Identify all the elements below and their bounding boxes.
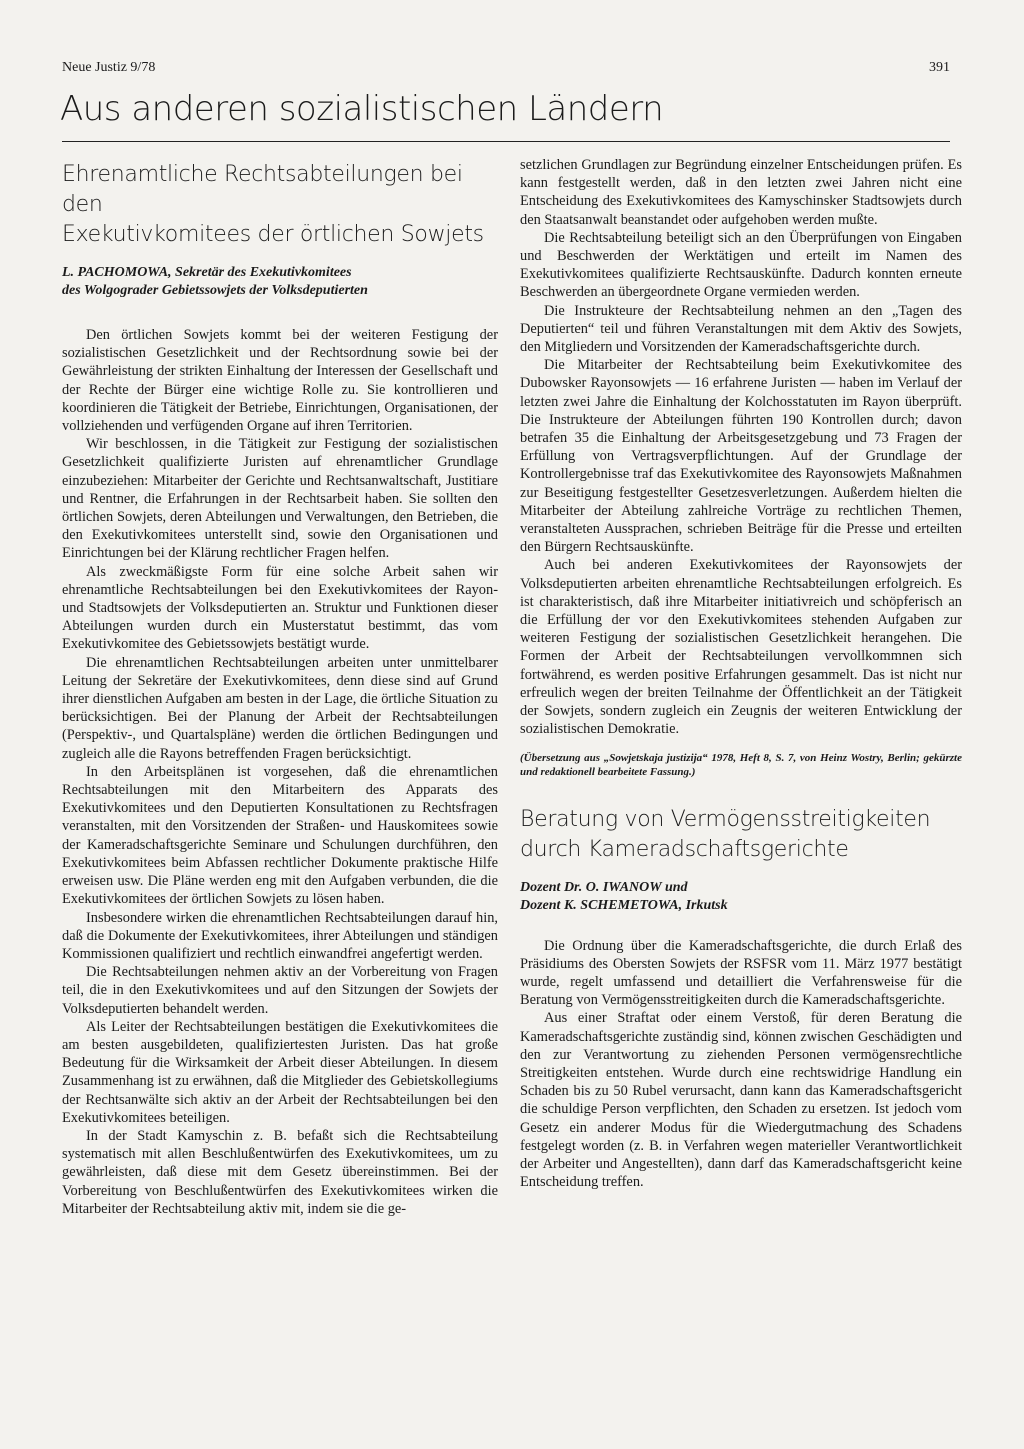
paragraph: Als Leiter der Rechtsabteilungen bestätigen die Exekutivkomitees die am besten ausgebildeten, qualifiziertesten Juristen. Das hat große Bedeutung für die Wirksamkeit der Arbeit dieser Abteilungen. In diesem Zusammenhang ist zu erwähnen, daß die Mitglieder des Gebietskollegiums der Rechtsanwälte sich aktiv an der Arbeit der Rechtsabteilungen bei den Exekutivkomitees beteiligen. [62, 1018, 498, 1126]
journal-issue: Neue Justiz 9/78 [62, 60, 156, 75]
paragraph: Die ehrenamtlichen Rechtsabteilungen arbeiten unter unmittelbarer Leitung der Sekretäre der Exekutivkomitees, denn diese sind auf Grund ihrer dienstlichen Aufgaben am besten in der Lage, die örtliche Situation zu berücksichtigen. Bei der Planung der Arbeit der Rechtsabteilungen (Perspektiv-, und Quartalspläne) werden die örtlichen Bedingungen und zugleich alle die Rayons betreffenden Fragen berücksichtigt. [62, 654, 498, 762]
article-1-author-line: des Wolgograder Gebietssowjets der Volksdeputierten [62, 283, 368, 298]
translation-note: (Übersetzung aus „Sowjetskaja justizija“ 1978, Heft 8, S. 7, von Heinz Wostry, Berlin; gekürzte und redaktionell bearbeitete Fassung.) [520, 751, 962, 778]
paragraph: Aus einer Straftat oder einem Verstoß, für deren Beratung die Kameradschaftsgerichte zuständig sind, können zwischen Geschädigten und den zur Verantwortung zu ziehenden Personen vermögensrechtliche Streitigkeiten entstehen. Wurde durch eine rechtswidrige Handlung ein Schaden bis zu 50 Rubel verursacht, dann kann das Kameradschaftsgericht die schuldige Person verpflichten, den Schaden zu ersetzen. Ist jedoch vom Gesetz ein anderer Modus für die Wiedergutmachung des Schadens festgelegt worden (z. B. in Verfahren wegen materieller Verantwortlichkeit der Arbeiter und Angestellten), dann darf das Kameradschaftsgericht keine Entscheidung treffen. [520, 1010, 962, 1191]
paragraph: Wir beschlossen, in die Tätigkeit zur Festigung der sozialistischen Gesetzlichkeit qualifizierte Juristen auf ehrenamtlicher Grundlage einzubeziehen: Mitarbeiter der Gerichte und Rechtsanwaltschaft, Justitiare und Rentner, die Erfahrungen in der Rechtsarbeit haben. Sie sollten den örtlichen Sowjets, deren Abteilungen und Verwaltungen, den Betrieben, die den Exekutivkomitees unterstellt sind, sowie den Organisationen und Einrichtungen bei der Klärung rechtlicher Fragen helfen. [62, 436, 498, 562]
article-2-title-line: Beratung von Vermögensstreitigkeiten [520, 806, 931, 832]
page-number: 391 [929, 60, 950, 75]
article-2-author-line: Dozent Dr. O. IWANOW und [520, 879, 688, 895]
section-title: Aus anderen sozialistischen Ländern [60, 89, 664, 129]
paragraph: In den Arbeitsplänen ist vorgesehen, daß die ehrenamtlichen Rechtsabteilungen mit den Mitarbeitern des Apparats des Exekutivkomitees und den Deputierten Konsultationen zu Rechtsfragen veranstalten, mit den Vorsitzenden der Straßen- und Hauskomitees sowie der Kameradschaftsgerichte Seminare und Schulungen durchführen, den Exekutivkomitees beim Abfassen rechtlicher Dokumente praktische Hilfe erweisen usw. Die Pläne werden eng mit den Aufgaben verbunden, die die Exekutivkomitees der örtlichen Sowjets zu lösen haben. [62, 763, 498, 908]
right-column [520, 156, 962, 1191]
article-2 [520, 805, 962, 1192]
paragraph: Die Ordnung über die Kameradschaftsgerichte, die durch Erlaß des Präsidiums des Obersten Sowjets der RSFSR vom 11. März 1977 bestätigt wurde, regelt umfassend und detailliert die Verfahrensweise für die Beratung von Vermögensstreitigkeiten durch die Kameradschaftsgerichte. [520, 937, 962, 1009]
paragraph: Als zweckmäßigste Form für eine solche Arbeit sahen wir ehrenamtliche Rechtsabteilungen bei den Exekutivkomitees der Rayon- und Stadtsowjets der Volksdeputierten an. Struktur und Funktionen dieser Abteilungen wurden durch ein Musterstatut bestimmt, das vom Exekutivkomitee des Gebietssowjets bestätigt wurde. [62, 563, 498, 653]
article-1-author [62, 264, 498, 300]
paragraph: Insbesondere wirken die ehrenamtlichen Rechtsabteilungen darauf hin, daß die Dokumente der Exekutivkomitees, ihrer Abteilungen und ständigen Kommissionen qualifiziert und rechtlich einwandfrei angefertigt werden. [62, 909, 498, 962]
article-2-author-line: Dozent K. SCHEMETOWA, Irkutsk [520, 897, 728, 913]
paragraph: Die Mitarbeiter der Rechtsabteilung beim Exekutivkomitee des Dubowsker Rayonsowjets — 16 erfahrene Juristen — haben im Verlauf der letzten zwei Jahre die Einhaltung der Kolchosstatuten im Rayon überprüft. Die Instrukteure der Abteilungen führten 190 Kontrollen durch; davon betrafen 35 die Einhaltung der Arbeitsgesetzgebung und 73 Fragen der Erfüllung von Vertragsverpflichtungen. Auf der Grundlage der Kontrollergebnisse traf das Exekutivkomitee des Rayonsowjets Maßnahmen zur Beseitigung festgestellter Gesetzesverletzungen. Außerdem hielten die Mitarbeiter der Abteilung zahlreiche Vorträge zu rechtlichen Themen, veranstalteten Aussprachen, schrieben Beiträge für die Presse und erteilten den Bürgern Rechtsauskünfte. [520, 357, 962, 556]
paragraph: Die Instrukteure der Rechtsabteilung nehmen an den „Tagen des Deputierten“ teil und führen Veranstaltungen mit dem Aktiv des Sowjets, den Mitgliedern und Vorsitzenden der Kameradschaftsgerichte durch. [520, 302, 962, 356]
article-1-title-line: Ehrenamtliche Rechtsabteilungen bei den [62, 162, 463, 217]
article-2-title-line: durch Kameradschaftsgerichte [520, 836, 849, 862]
paragraph: Die Rechtsabteilung beteiligt sich an den Überprüfungen von Eingaben und Beschwerden der Werktätigen und erteilt im Namen des Exekutivkomitees qualifizierte Rechtsauskünfte. Dadurch konnten erneute Beschwerden an übergeordnete Organe vermieden werden. [520, 229, 962, 301]
paragraph: Den örtlichen Sowjets kommt bei der weiteren Festigung der sozialistischen Gesetzlichkeit und der Rechtsordnung sowie bei der Gewährleistung der strikten Einhaltung der Interessen der Gesellschaft und der Rechte der Bürger eine wichtige Rolle zu. Sie kontrollieren und koordinieren die Tätigkeit der Betriebe, Einrichtungen, Organisationen, der vollziehenden und verfügenden Organe auf ihren Territorien. [62, 327, 498, 435]
article-2-title [520, 805, 962, 865]
paragraph-continuation: setzlichen Grundlagen zur Begründung einzelner Entscheidungen prüfen. Es kann festgestellt werden, daß in den letzten zwei Jahren nicht eine Entscheidung des Exekutivkomitees des Kamyschinsker Stadtsowjets durch den Staatsanwalt beanstandet oder aufgehoben werden mußte. [520, 157, 962, 228]
article-2-author [520, 879, 962, 915]
article-1-title [62, 160, 498, 250]
article-1-title-line: Exekutivkomitees der örtlichen Sowjets [62, 222, 484, 247]
section-divider [62, 141, 950, 142]
paragraph: Auch bei anderen Exekutivkomitees der Rayonsowjets der Volksdeputierten arbeiten ehrenamtliche Rechtsabteilungen erfolgreich. Es ist charakteristisch, daß ihre Mitarbeiter initiativreich und schöpferisch an die Erfüllung der vor den Exekutivkomitees stehenden Aufgaben zur weiteren Festigung der sozialistischen Gesetzlichkeit herangehen. Die Formen der Arbeit der Rechtsabteilungen vervollkommnen sich fortwährend, es werden positive Erfahrungen gesammelt. Das ist nicht nur erfreulich wegen der breiten Teilnahme der Öffentlichkeit an der Tätigkeit der Sowjets, sondern zugleich ein Zeugnis der weiteren Entwicklung der sozialistischen Demokratie. [520, 557, 962, 738]
paragraph: Die Rechtsabteilungen nehmen aktiv an der Vorbereitung von Fragen teil, die in den Exekutivkomitees und auf den Sitzungen der Sowjets der Volksdeputierten behandelt werden. [62, 964, 498, 1017]
left-column [62, 160, 498, 1218]
page-header [62, 58, 950, 78]
paragraph: In der Stadt Kamyschin z. B. befaßt sich die Rechtsabteilung systematisch mit allen Beschlußentwürfen des Exekutivkomitees, um zu gewährleisten, daß diese mit dem Gesetz übereinstimmen. Bei der Vorbereitung von Beschlußentwürfen des Exekutivkomitees wirken die Mitarbeiter der Rechtsabteilung aktiv mit, indem sie die ge- [62, 1127, 498, 1217]
article-1-author-line: L. PACHOMOWA, Sekretär des Exekutivkomitees [62, 265, 352, 280]
